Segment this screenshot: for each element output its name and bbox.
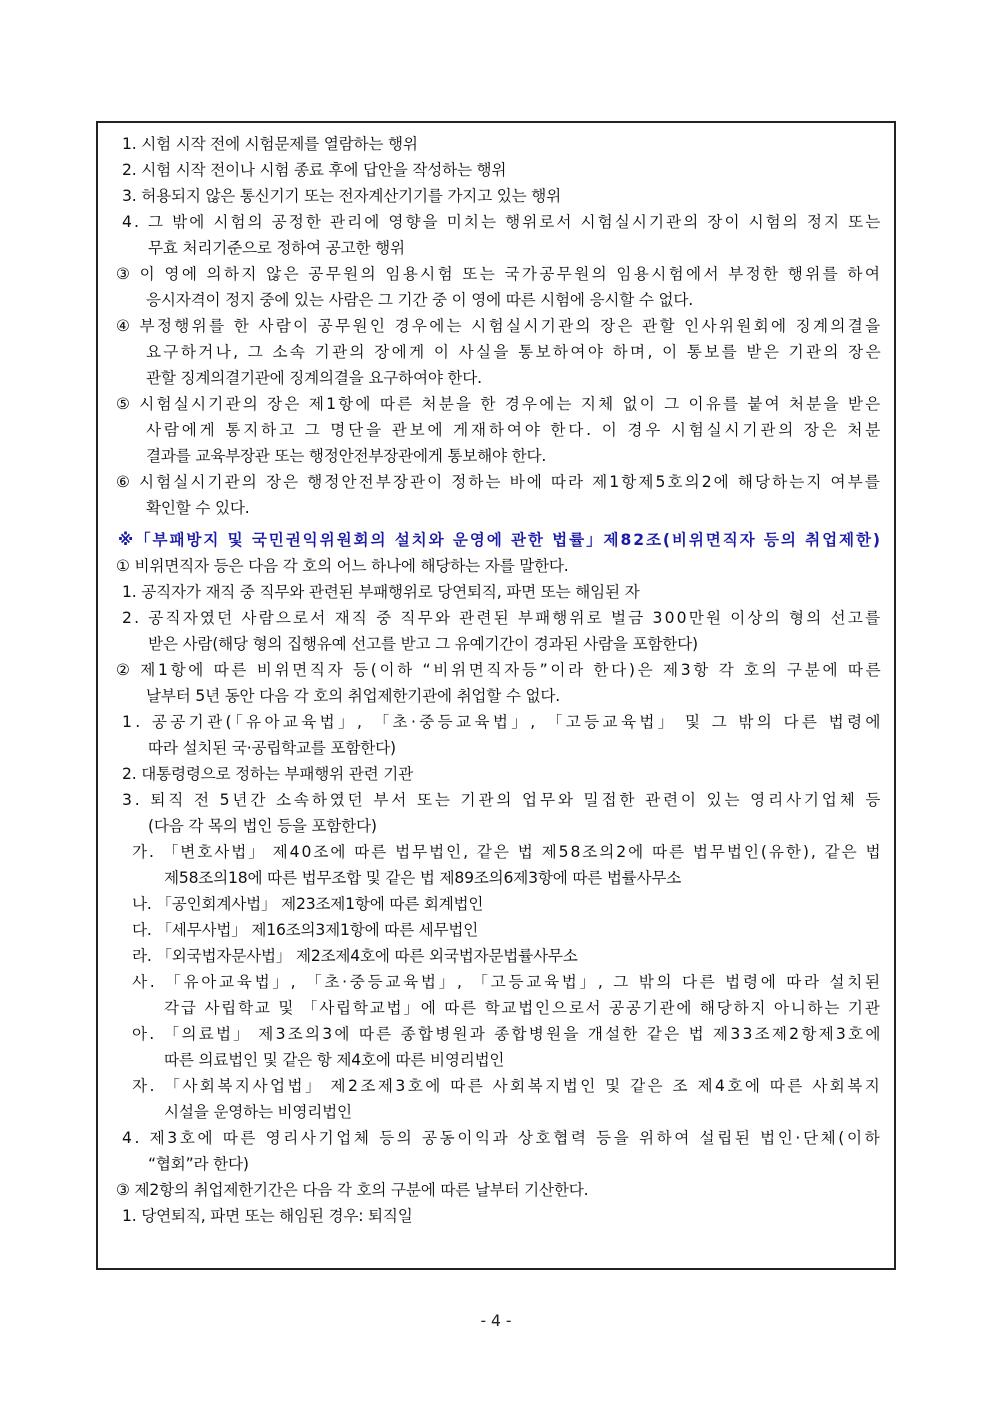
text-line: 1. 공공기관(「유아교육법」, 「초·중등교육법」, 「고등교육법」 및 그 밖의 다른 법령에 [122,713,884,731]
text-line: 따라 설치된 국·공립학교를 포함한다) [148,739,396,757]
text-line: 자. 「사회복지사업법」 제2조제3호에 따른 사회복지법인 및 같은 조 제4호에 따른 사회복지 [132,1077,883,1095]
text-line: 2. 공직자였던 사람으로서 재직 중 직무와 관련된 부패행위로 벌금 300만원 이상의 형의 선고를 [122,609,883,627]
text-line: 관할 징계의결기관에 징계의결을 요구하여야 한다. [146,369,482,387]
text-line: 4. 제3호에 따른 영리사기업체 등의 공동이익과 상호협력 등을 위하여 설립된 법인·단체(이하 [122,1129,883,1147]
text-line: 날부터 5년 동안 다음 각 호의 취업제한기관에 취업할 수 없다. [146,687,561,705]
text-line: 3. 허용되지 않은 통신기기 또는 전자계산기기를 가지고 있는 행위 [122,187,561,205]
text-line: 라. 「외국법자문사법」 제2조제4호에 따른 외국법자문법률사무소 [132,947,578,965]
text-line: 무효 처리기준으로 정하여 공고한 행위 [148,239,405,257]
text-line: 결과를 교육부장관 또는 행정안전부장관에게 통보해야 한다. [146,447,547,465]
text-line: 받은 사람(해당 형의 집행유예 선고를 받고 그 유예기간이 경과된 사람을 포함한다) [148,635,698,653]
text-line: 아. 「의료법」 제3조의3에 따른 종합병원과 종합병원을 개설한 같은 법 제33조제2항제3호에 [132,1025,883,1043]
text-line: 나. 「공인회계사법」 제23조제1항에 따른 회계법인 [132,895,484,913]
text-line: 가. 「변호사법」 제40조에 따른 법무법인, 같은 법 제58조의2에 따른 법무법인(유한), 같은 법 [132,843,883,861]
text-line: ③ 이 영에 의하지 않은 공무원의 임용시험 또는 국가공무원의 임용시험에서 부정한 행위를 하여 [116,265,883,283]
text-line: 1. 시험 시작 전에 시험문제를 열람하는 행위 [122,135,418,153]
text-line: 1. 당연퇴직, 파면 또는 해임된 경우: 퇴직일 [122,1207,413,1225]
text-line: ② 제1항에 따른 비위면직자 등(이하 “비위면직자등”이라 한다)은 제3항 각 호의 구분에 따른 [116,661,884,679]
text-line: (다음 각 목의 법인 등을 포함한다) [148,817,377,835]
text-line: 1. 공직자가 재직 중 직무와 관련된 부패행위로 당연퇴직, 파면 또는 해임된 자 [122,583,640,601]
text-line: ④ 부정행위를 한 사람이 공무원인 경우에는 시험실시기관의 장은 관할 인사위원회에 징계의결을 [116,317,883,335]
text-line: ③ 제2항의 취업제한기간은 다음 각 호의 구분에 따른 날부터 기산한다. [116,1181,589,1199]
text-line: 따른 의료법인 및 같은 항 제4호에 따른 비영리법인 [164,1051,505,1069]
text-line: ⑥ 시험실시기관의 장은 행정안전부장관이 정하는 바에 따라 제1항제5호의2에 해당하는지 여부를 [116,473,882,491]
content-box [96,121,896,1270]
text-line: 응시자격이 정지 중에 있는 사람은 그 기간 중 이 영에 따른 시험에 응시할 수 없다. [146,291,693,309]
text-line: 요구하거나, 그 소속 기관의 장에게 이 사실을 통보하여야 하며, 이 통보를 받은 기관의 장은 [146,343,884,361]
text-line: “협회”라 한다) [148,1155,249,1173]
text-line: 3. 퇴직 전 5년간 소속하였던 부서 또는 기관의 업무와 밀접한 관련이 있는 영리사기업체 등 [122,791,884,809]
text-line: 다. 「세무사법」 제16조의3제1항에 따른 세무법인 [132,921,479,939]
text-line: 확인할 수 있다. [146,499,250,517]
text-line: 2. 시험 시작 전이나 시험 종료 후에 답안을 작성하는 행위 [122,161,507,179]
text-line: 사. 「유아교육법」, 「초·중등교육법」, 「고등교육법」, 그 밖의 다른 법령에 따라 설치된 [132,973,883,991]
text-line: ① 비위면직자 등은 다음 각 호의 어느 하나에 해당하는 자를 말한다. [116,557,569,575]
page-number: - 4 - [480,1312,512,1330]
section-heading: ※「부패방지 및 국민권익위원회의 설치와 운영에 관한 법률」제82조(비위면직자 등의 취업제한) [118,531,882,549]
text-line: 2. 대통령령으로 정하는 부패행위 관련 기관 [122,765,413,783]
text-line: ⑤ 시험실시기관의 장은 제1항에 따른 처분을 한 경우에는 지체 없이 그 이유를 붙여 처분을 받은 [116,395,883,413]
text-line: 시설을 운영하는 비영리법인 [164,1103,352,1121]
text-line: 제58조의18에 따른 법무조합 및 같은 법 제89조의6제3항에 따른 법률사무소 [164,869,682,887]
text-line: 각급 사립학교 및 「사립학교법」에 따른 학교법인으로서 공공기관에 해당하지 아니하는 기관 [164,999,882,1017]
text-line: 사람에게 통지하고 그 명단을 관보에 게재하여야 한다. 이 경우 시험실시기관의 장은 처분 [146,421,884,439]
text-line: 4. 그 밖에 시험의 공정한 관리에 영향을 미치는 행위로서 시험실시기관의 장이 시험의 정지 또는 [122,213,883,231]
